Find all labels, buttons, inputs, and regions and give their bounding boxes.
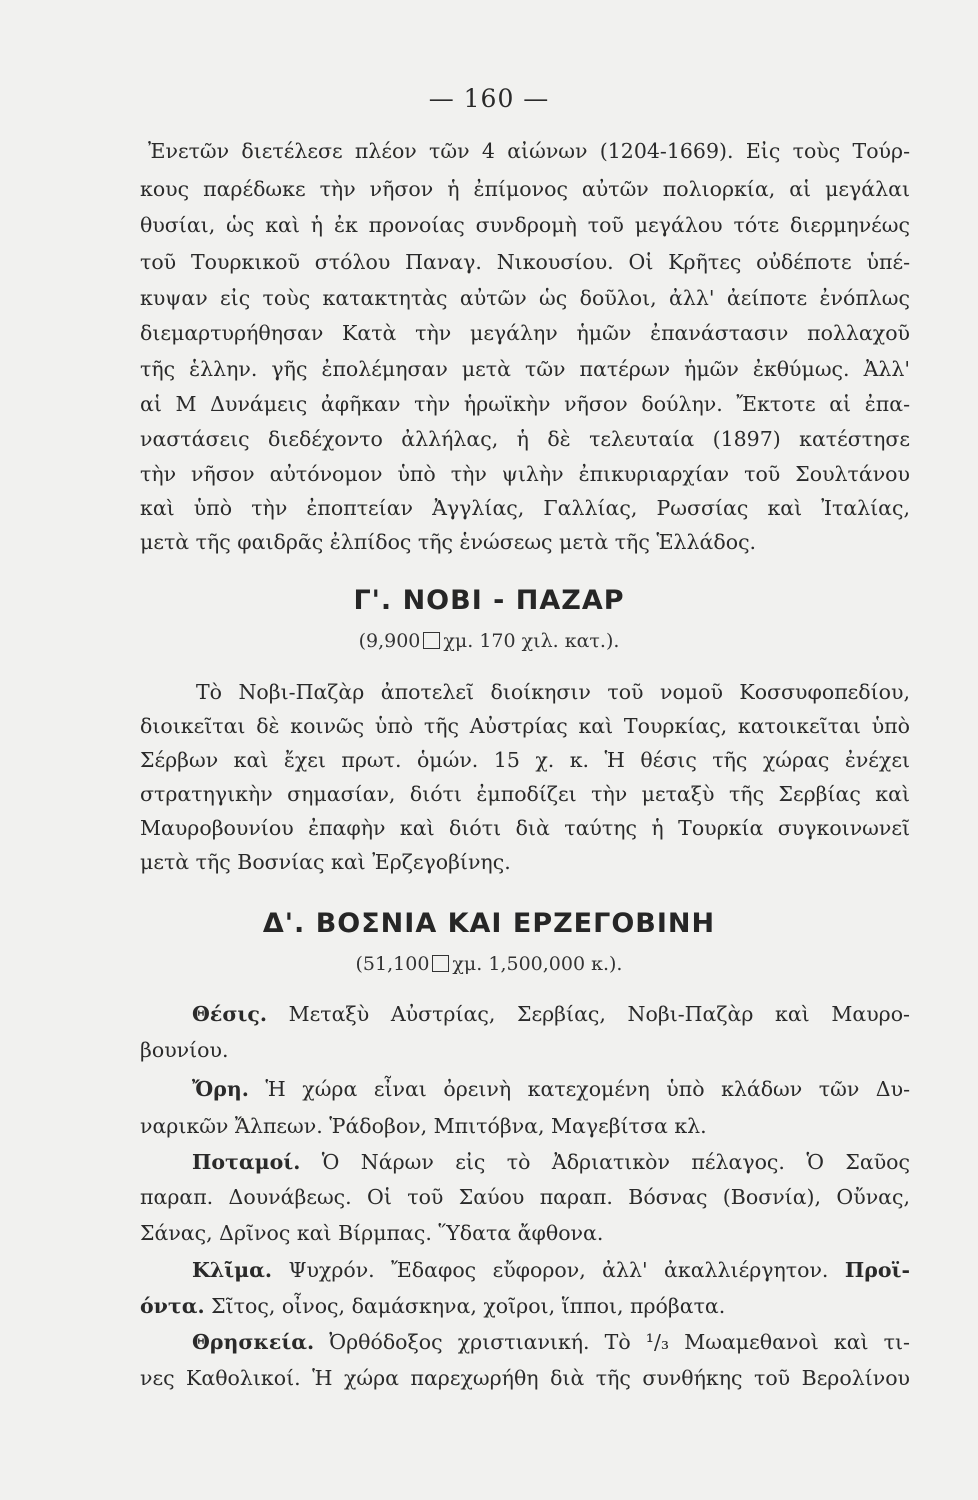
text-line: θυσίαι, ὡς καὶ ἡ ἐκ προνοίας συνδρομὴ τοῦ μεγάλου τότε διερμηνέως xyxy=(140,213,910,237)
text-line: κους παρέδωκε τὴν νῆσον ἡ ἐπίμονος αὐτῶν πολιορκία, αἱ μεγάλαι xyxy=(140,177,910,201)
text-line: τοῦ Τουρκικοῦ στόλου Παναγ. Νικουσίου. Οἱ Κρῆτες οὐδέποτε ὑπέ- xyxy=(140,250,910,274)
text-line: αἱ Μ Δυνάμεις ἀφῆκαν τὴν ἡρωϊκὴν νῆσον δούλην. Ἔκτοτε αἱ ἐπα- xyxy=(140,392,910,416)
entry-rivers: Ποταμοί. Ὁ Νάρων εἰς τὸ Ἀδριατικὸν πέλαγος. Ὁ Σαῦος xyxy=(192,1150,910,1174)
entry-climate: Κλῖμα. Ψυχρόν. Ἔδαφος εὔφορον, ἀλλ' ἀκαλλιέργητον. Προϊ- xyxy=(192,1258,910,1282)
entry-label: Ποταμοί. xyxy=(192,1150,301,1174)
text-line: Ἐνετῶν διετέλεσε πλέον τῶν 4 αἰώνων (1204-1669). Εἰς τοὺς Τούρ- xyxy=(148,139,910,163)
stats-rest: χμ. 1,500,000 κ.). xyxy=(452,953,623,975)
text-line: μετὰ τῆς φαιδρᾶς ἐλπίδος τῆς ἑνώσεως μετὰ τῆς Ἑλλάδος. xyxy=(140,530,757,554)
text-line: Τὸ Νοβι-Παζὰρ ἀποτελεῖ διοίκησιν τοῦ νομοῦ Κοσσυφοπεδίου, xyxy=(196,680,910,704)
text-line: τῆς ἑλλην. γῆς ἐπολέμησαν μετὰ τῶν πατέρων ἡμῶν ἐκθύμως. Ἀλλ' xyxy=(140,357,910,381)
stats-area: (9,900 xyxy=(358,630,421,652)
entry-label: Ὄρη. xyxy=(192,1077,249,1101)
entry-mountains: Ὄρη. Ἡ χώρα εἶναι ὀρεινὴ κατεχομένη ὑπὸ κλάδων τῶν Δυ- xyxy=(192,1077,910,1101)
entry-label: Θέσις. xyxy=(192,1002,267,1026)
entry-label: Προϊ- xyxy=(844,1258,910,1282)
section-heading-bosnia: Δ'. ΒΟΣΝΙΑ ΚΑΙ ΕΡΖΕΓΟΒΙΝΗ xyxy=(262,908,716,939)
text-line: τὴν νῆσον αὐτόνομον ὑπὸ τὴν ψιλὴν ἐπικυριαρχίαν τοῦ Σουλτάνου xyxy=(140,462,910,486)
text-line: ναρικῶν Ἄλπεων. Ῥάδοβον, Μπιτόβνα, Μαγεβίτσα κλ. xyxy=(140,1114,707,1138)
entry-religion: Θρησκεία. Ὀρθόδοξος χριστιανική. Τὸ ¹/₃ Μωαμεθανοὶ καὶ τι- xyxy=(192,1330,910,1354)
stats-area: (51,100 xyxy=(355,953,430,975)
text-line: Μαυροβουνίου ἐπαφὴν καὶ διότι διὰ ταύτης ἡ Τουρκία συγκοινωνεῖ xyxy=(140,816,910,840)
square-icon xyxy=(432,955,449,972)
text-line: διοικεῖται δὲ κοινῶς ὑπὸ τῆς Αὐστρίας καὶ Τουρκίας, κατοικεῖται ὑπὸ xyxy=(140,714,910,738)
text-line: νες Καθολικοί. Ἡ χώρα παρεχωρήθη διὰ τῆς συνθήκης τοῦ Βερολίνου xyxy=(140,1366,910,1390)
text-line: παραπ. Δουνάβεως. Οἱ τοῦ Σαύου παραπ. Βόσνας (Βοσνία), Οὔνας, xyxy=(140,1185,910,1209)
entry-label: Θρησκεία. xyxy=(192,1330,315,1354)
text-line: κυψαν εἰς τοὺς κατακτητὰς αὐτῶν ὡς δοῦλοι, ἀλλ' ἀείποτε ἐνόπλως xyxy=(140,286,910,310)
section-stats xyxy=(0,630,978,652)
text-line: ναστάσεις διεδέχοντο ἀλλήλας, ἡ δὲ τελευταία (1897) κατέστησε xyxy=(140,427,910,451)
stats-rest: χμ. 170 χιλ. κατ.). xyxy=(443,630,620,652)
entry-label: Κλῖμα. xyxy=(192,1258,273,1282)
page-number: — 160 — xyxy=(428,84,550,113)
text-line: διεμαρτυρήθησαν Κατὰ τὴν μεγάλην ἡμῶν ἐπανάστασιν πολλαχοῦ xyxy=(140,321,910,345)
section-stats xyxy=(0,953,978,975)
entry-products: όντα. Σῖτος, οἶνος, δαμάσκηνα, χοῖροι, ἵπποι, πρόβατα. xyxy=(140,1294,726,1318)
section-heading-novi-pazar: Γ'. ΝΟΒΙ - ΠΑΖΑΡ xyxy=(353,585,625,616)
square-icon xyxy=(423,632,440,649)
entry-thesis: Θέσις. Μεταξὺ Αὐστρίας, Σερβίας, Νοβι-Παζὰρ καὶ Μαυρο- xyxy=(192,1002,910,1026)
text-line: στρατηγικὴν σημασίαν, διότι ἐμποδίζει τὴν μεταξὺ τῆς Σερβίας καὶ xyxy=(140,782,910,806)
text-line: Σάνας, Δρῖνος καὶ Βίρμπας. Ὕδατα ἄφθονα. xyxy=(140,1221,604,1245)
text-line: βουνίου. xyxy=(140,1038,229,1062)
text-line: Σέρβων καὶ ἔχει πρωτ. ὁμών. 15 χ. κ. Ἡ θέσις τῆς χώρας ἐνέχει xyxy=(140,748,910,772)
entry-label: όντα. xyxy=(140,1294,205,1318)
text-line: μετὰ τῆς Βοσνίας καὶ Ἐρζεγοβίνης. xyxy=(140,850,511,874)
text-line: καὶ ὑπὸ τὴν ἐποπτείαν Ἀγγλίας, Γαλλίας, Ρωσσίας καὶ Ἰταλίας, xyxy=(140,496,910,520)
